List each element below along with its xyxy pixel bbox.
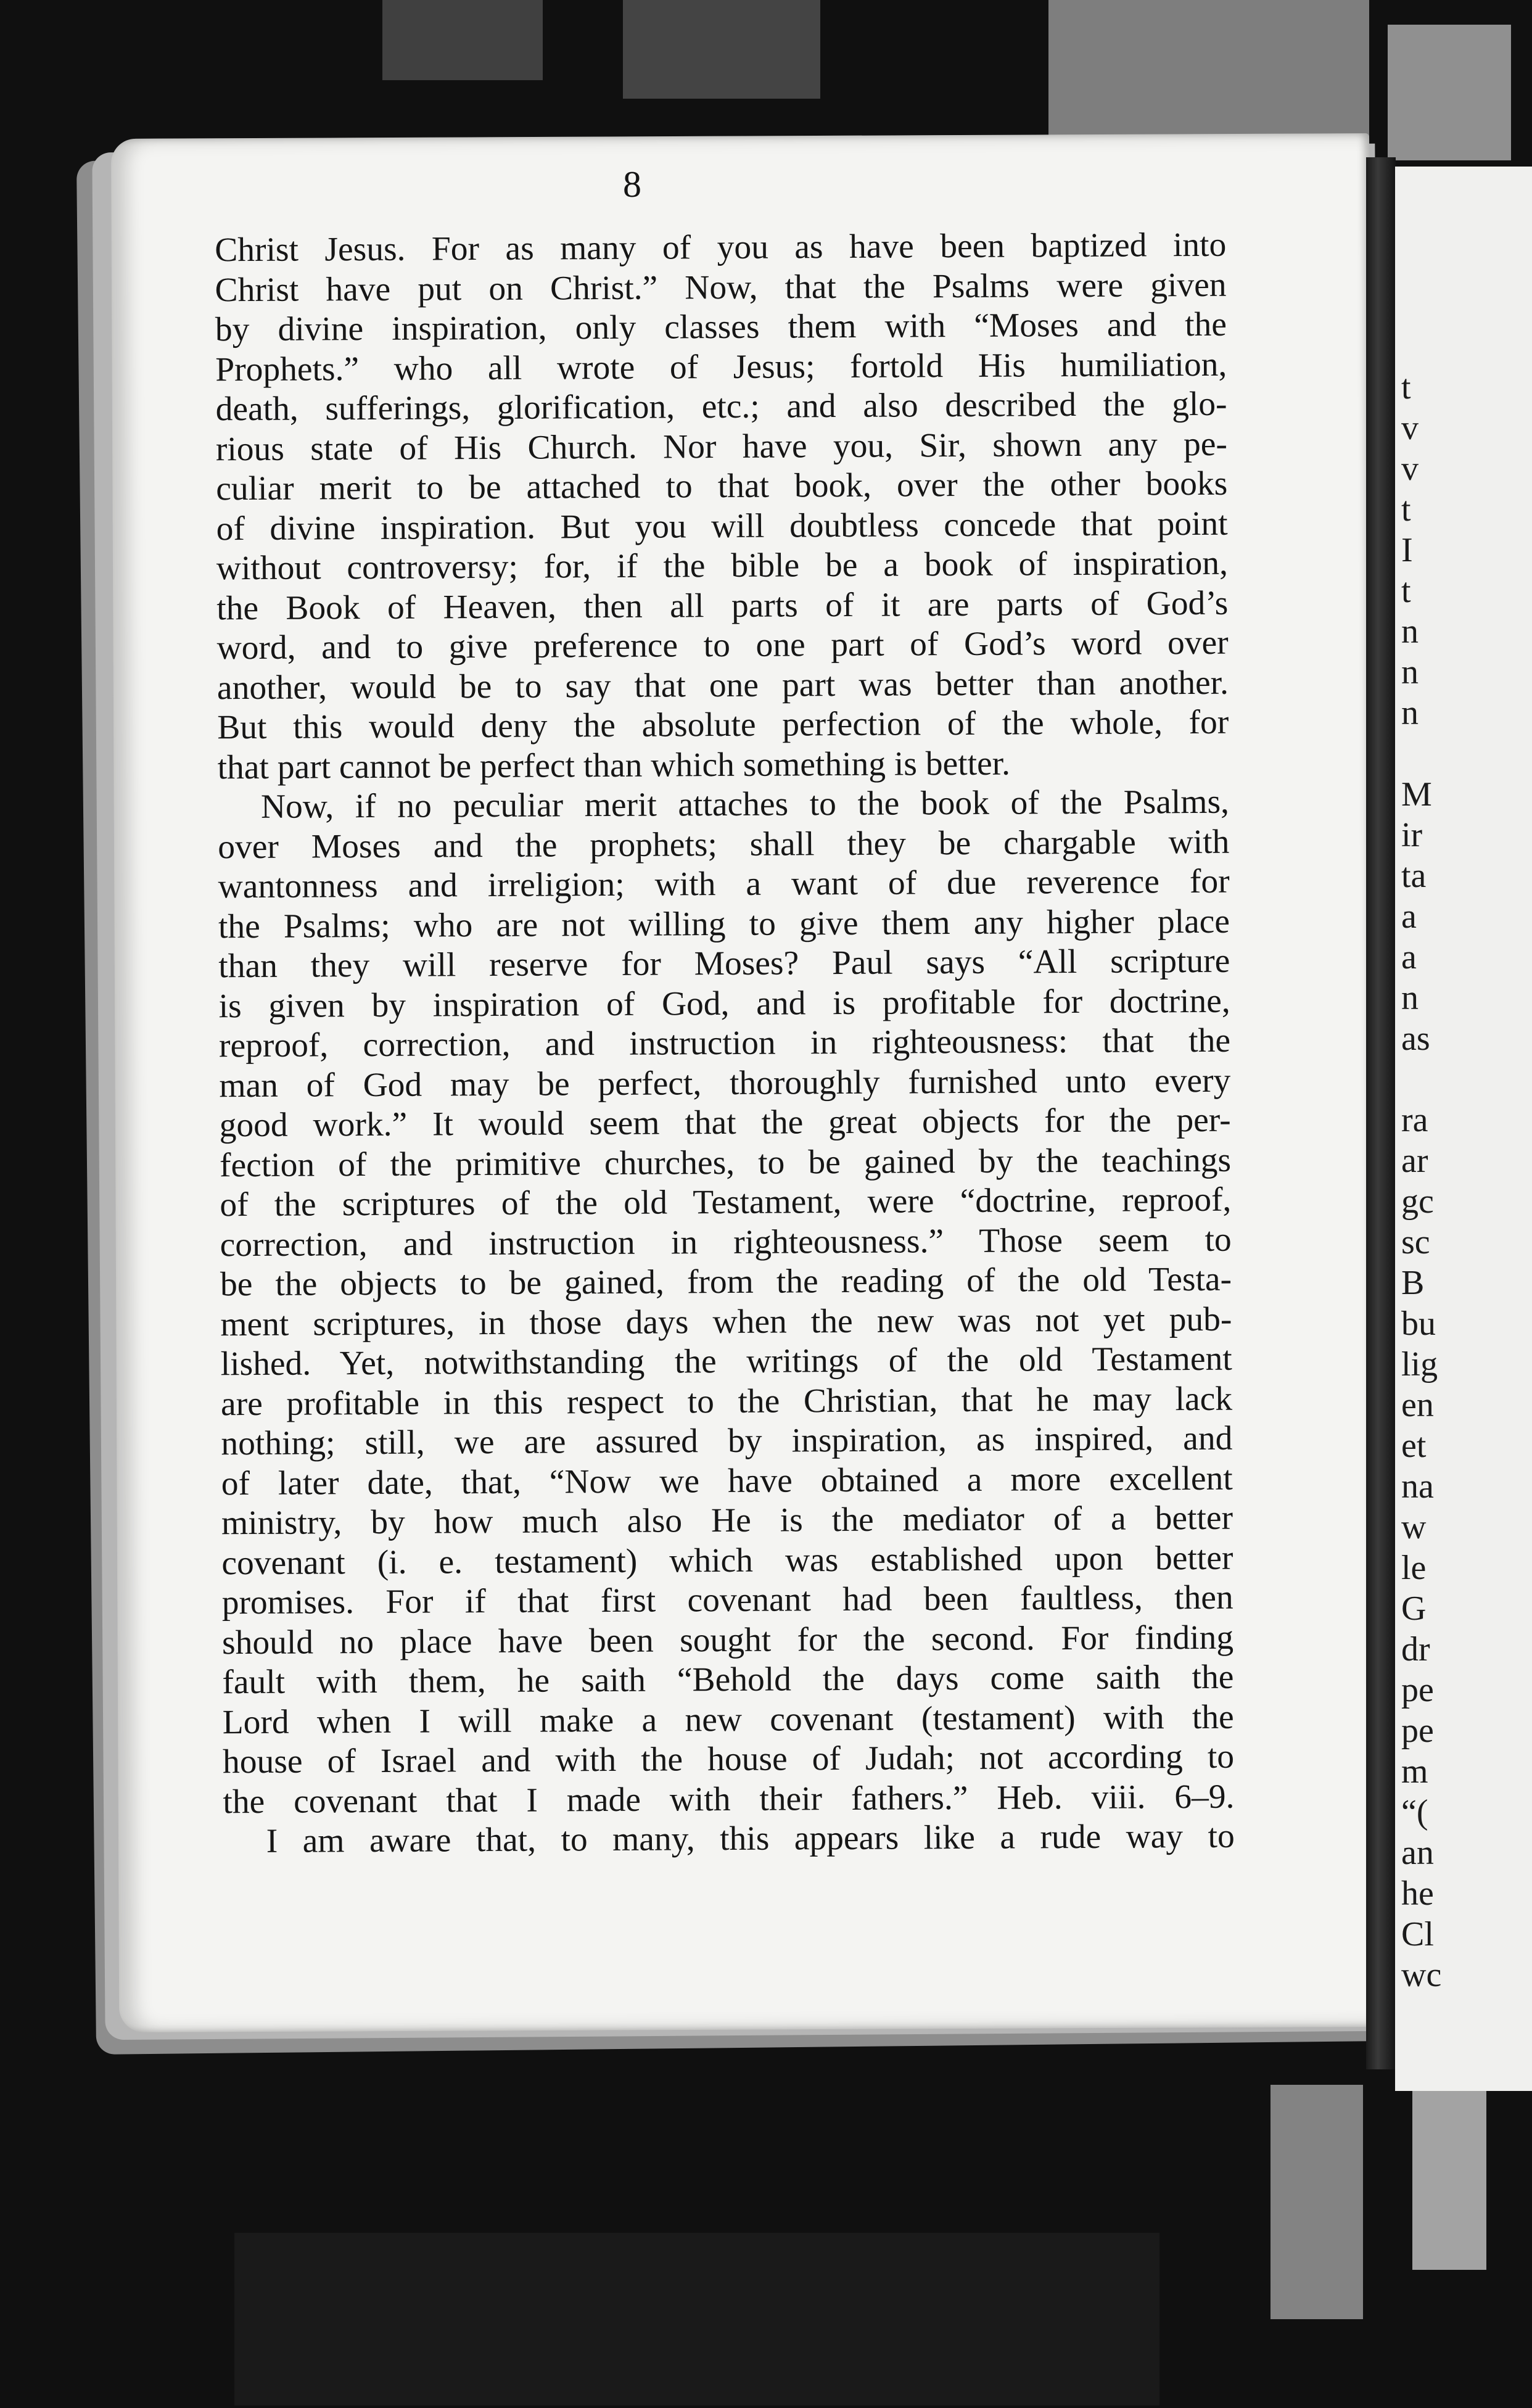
text-line: than they will reserve for Moses? Paul says “All scripture bbox=[218, 942, 1230, 986]
text-line: is given by inspiration of God, and is profitable for doctrine, bbox=[218, 982, 1230, 1025]
facing-page-fragment: t bbox=[1401, 490, 1411, 529]
facing-page-fragment: ra bbox=[1401, 1101, 1428, 1139]
facing-page-fragment: M bbox=[1401, 775, 1432, 814]
facing-page-fragment: n bbox=[1401, 612, 1419, 651]
text-line: by divine inspiration, only classes them with “Moses and the bbox=[215, 305, 1227, 349]
facing-page bbox=[1395, 167, 1532, 2091]
facing-page-fragment: en bbox=[1401, 1386, 1434, 1424]
text-line: fection of the primitive churches, to be gained by the teachings bbox=[219, 1141, 1232, 1184]
text-line: the covenant that I made with their fathers.” Heb. viii. 6–9. bbox=[223, 1778, 1235, 1821]
text-line: are profitable in this respect to the Christian, that he may lack bbox=[220, 1380, 1233, 1423]
text-line: nothing; still, we are assured by inspiration, as inspired, and bbox=[221, 1419, 1233, 1463]
text-line: that part cannot be perfect than which something is better. bbox=[217, 744, 1011, 786]
text-line: Prophets.” who all wrote of Jesus; fortold His humiliation, bbox=[215, 345, 1227, 389]
facing-page-fragment: t bbox=[1401, 572, 1411, 610]
text-line: good work.” It would seem that the great objects for the per- bbox=[219, 1101, 1231, 1145]
facing-page-fragment: m bbox=[1401, 1752, 1428, 1791]
scan-artifact bbox=[234, 2233, 1159, 2406]
facing-page-fragment: an bbox=[1401, 1834, 1434, 1872]
text-line: Lord when I will make a new covenant (testament) with the bbox=[222, 1698, 1234, 1741]
facing-page-fragment: w bbox=[1401, 1508, 1427, 1546]
facing-page-fragment: bu bbox=[1401, 1305, 1436, 1343]
scan-artifact bbox=[382, 0, 543, 80]
text-line: man of God may be perfect, thoroughly furnished unto every bbox=[219, 1062, 1231, 1105]
text-line: ment scriptures, in those days when the new was not yet pub- bbox=[220, 1300, 1232, 1343]
text-line: correction, and instruction in righteousness.” Those seem to bbox=[220, 1221, 1232, 1264]
text-line: promises. For if that first covenant had been faultless, then bbox=[221, 1578, 1233, 1622]
facing-page-fragment: dr bbox=[1401, 1630, 1430, 1668]
text-line: wantonness and irreligion; with a want of due reverence for bbox=[218, 862, 1230, 906]
facing-page-fragment: n bbox=[1401, 694, 1419, 732]
text-line: be the objects to be gained, from the reading of the old Testa- bbox=[220, 1260, 1232, 1304]
facing-page-fragment: et bbox=[1401, 1427, 1427, 1465]
facing-page-fragment: wc bbox=[1401, 1956, 1442, 1994]
text-line: the Book of Heaven, then all parts of it are parts of God’s bbox=[216, 584, 1229, 627]
text-line: should no place have been sought for the second. For finding bbox=[221, 1618, 1234, 1662]
page-number: 8 bbox=[623, 164, 641, 205]
facing-page-fragment: a bbox=[1401, 897, 1417, 936]
facing-page-fragment: n bbox=[1401, 979, 1419, 1017]
facing-page-fragment: a bbox=[1401, 938, 1417, 976]
facing-page-fragment: sc bbox=[1401, 1223, 1430, 1261]
text-line: without controversy; for, if the bible be a book of inspiration, bbox=[216, 544, 1229, 588]
facing-page-fragment: n bbox=[1401, 653, 1419, 691]
text-line: house of Israel and with the house of Judah; not according to bbox=[222, 1738, 1235, 1781]
text-line: ministry, by how much also He is the mediator of a better bbox=[221, 1499, 1233, 1543]
facing-page-fragment: gc bbox=[1401, 1182, 1434, 1221]
text-line: I am aware that, to many, this appears like a rude way to bbox=[266, 1817, 1235, 1860]
facing-page-fragment: v bbox=[1401, 409, 1419, 447]
text-line: But this would deny the absolute perfection of the whole, for bbox=[217, 703, 1229, 747]
facing-page-fragment: ir bbox=[1401, 816, 1423, 854]
text-line: covenant (i. e. testament) which was established upon better bbox=[221, 1539, 1233, 1582]
text-line: Now, if no peculiar merit attaches to the book of the Psalms, bbox=[260, 783, 1230, 826]
facing-page-fragment: ar bbox=[1401, 1142, 1428, 1180]
facing-page-fragment: pe bbox=[1401, 1671, 1434, 1709]
facing-page-fragment: B bbox=[1401, 1264, 1425, 1302]
facing-page-fragment: na bbox=[1401, 1467, 1434, 1506]
facing-page-fragment: Cl bbox=[1401, 1915, 1434, 1953]
text-line: of later date, that, “Now we have obtained a more excellent bbox=[221, 1459, 1233, 1503]
text-line: death, sufferings, glorification, etc.; and also described the glo- bbox=[215, 385, 1227, 429]
facing-page-fragment: t bbox=[1401, 368, 1411, 406]
facing-page-fragment: le bbox=[1401, 1549, 1427, 1587]
facing-page-fragment: I bbox=[1401, 531, 1413, 569]
body-text bbox=[215, 226, 1235, 1862]
text-line: over Moses and the prophets; shall they be chargable with bbox=[218, 823, 1230, 866]
facing-page-fragment: v bbox=[1401, 450, 1419, 488]
text-line: another, would be to say that one part was better than another. bbox=[216, 664, 1229, 707]
text-line: culiar merit to be attached to that book, over the other books bbox=[216, 464, 1228, 508]
text-line: the Psalms; who are not willing to give them any higher place bbox=[218, 902, 1230, 946]
text-line: word, and to give preference to one part of God’s word over bbox=[216, 624, 1229, 667]
facing-page-fragment: G bbox=[1401, 1590, 1427, 1628]
text-line: Christ have put on Christ.” Now, that the Psalms were given bbox=[215, 266, 1227, 309]
text-line: rious state of His Church. Nor have you, Sir, shown any pe- bbox=[215, 425, 1228, 468]
book-gutter bbox=[1366, 157, 1396, 2069]
facing-page-fragment: ta bbox=[1401, 857, 1427, 895]
facing-page-fragment: pe bbox=[1401, 1712, 1434, 1750]
facing-page-fragment: as bbox=[1401, 1020, 1430, 1058]
text-line: lished. Yet, notwithstanding the writings of the old Testament bbox=[220, 1340, 1232, 1383]
text-line: of the scriptures of the old Testament, were “doctrine, reproof, bbox=[220, 1181, 1232, 1224]
text-line: fault with them, he saith “Behold the days come saith the bbox=[222, 1658, 1234, 1702]
scan-artifact bbox=[1270, 2085, 1363, 2319]
text-line: of divine inspiration. But you will doubtless concede that point bbox=[216, 505, 1228, 548]
scan-artifact bbox=[623, 0, 820, 99]
facing-page-fragment: lig bbox=[1401, 1345, 1438, 1383]
scan-artifact bbox=[1388, 25, 1511, 160]
text-line: Christ Jesus. For as many of you as have been baptized into bbox=[215, 226, 1227, 270]
facing-page-fragment: he bbox=[1401, 1874, 1434, 1913]
facing-page-fragment: “( bbox=[1401, 1793, 1428, 1831]
text-line: reproof, correction, and instruction in righteousness: that the bbox=[218, 1021, 1231, 1065]
